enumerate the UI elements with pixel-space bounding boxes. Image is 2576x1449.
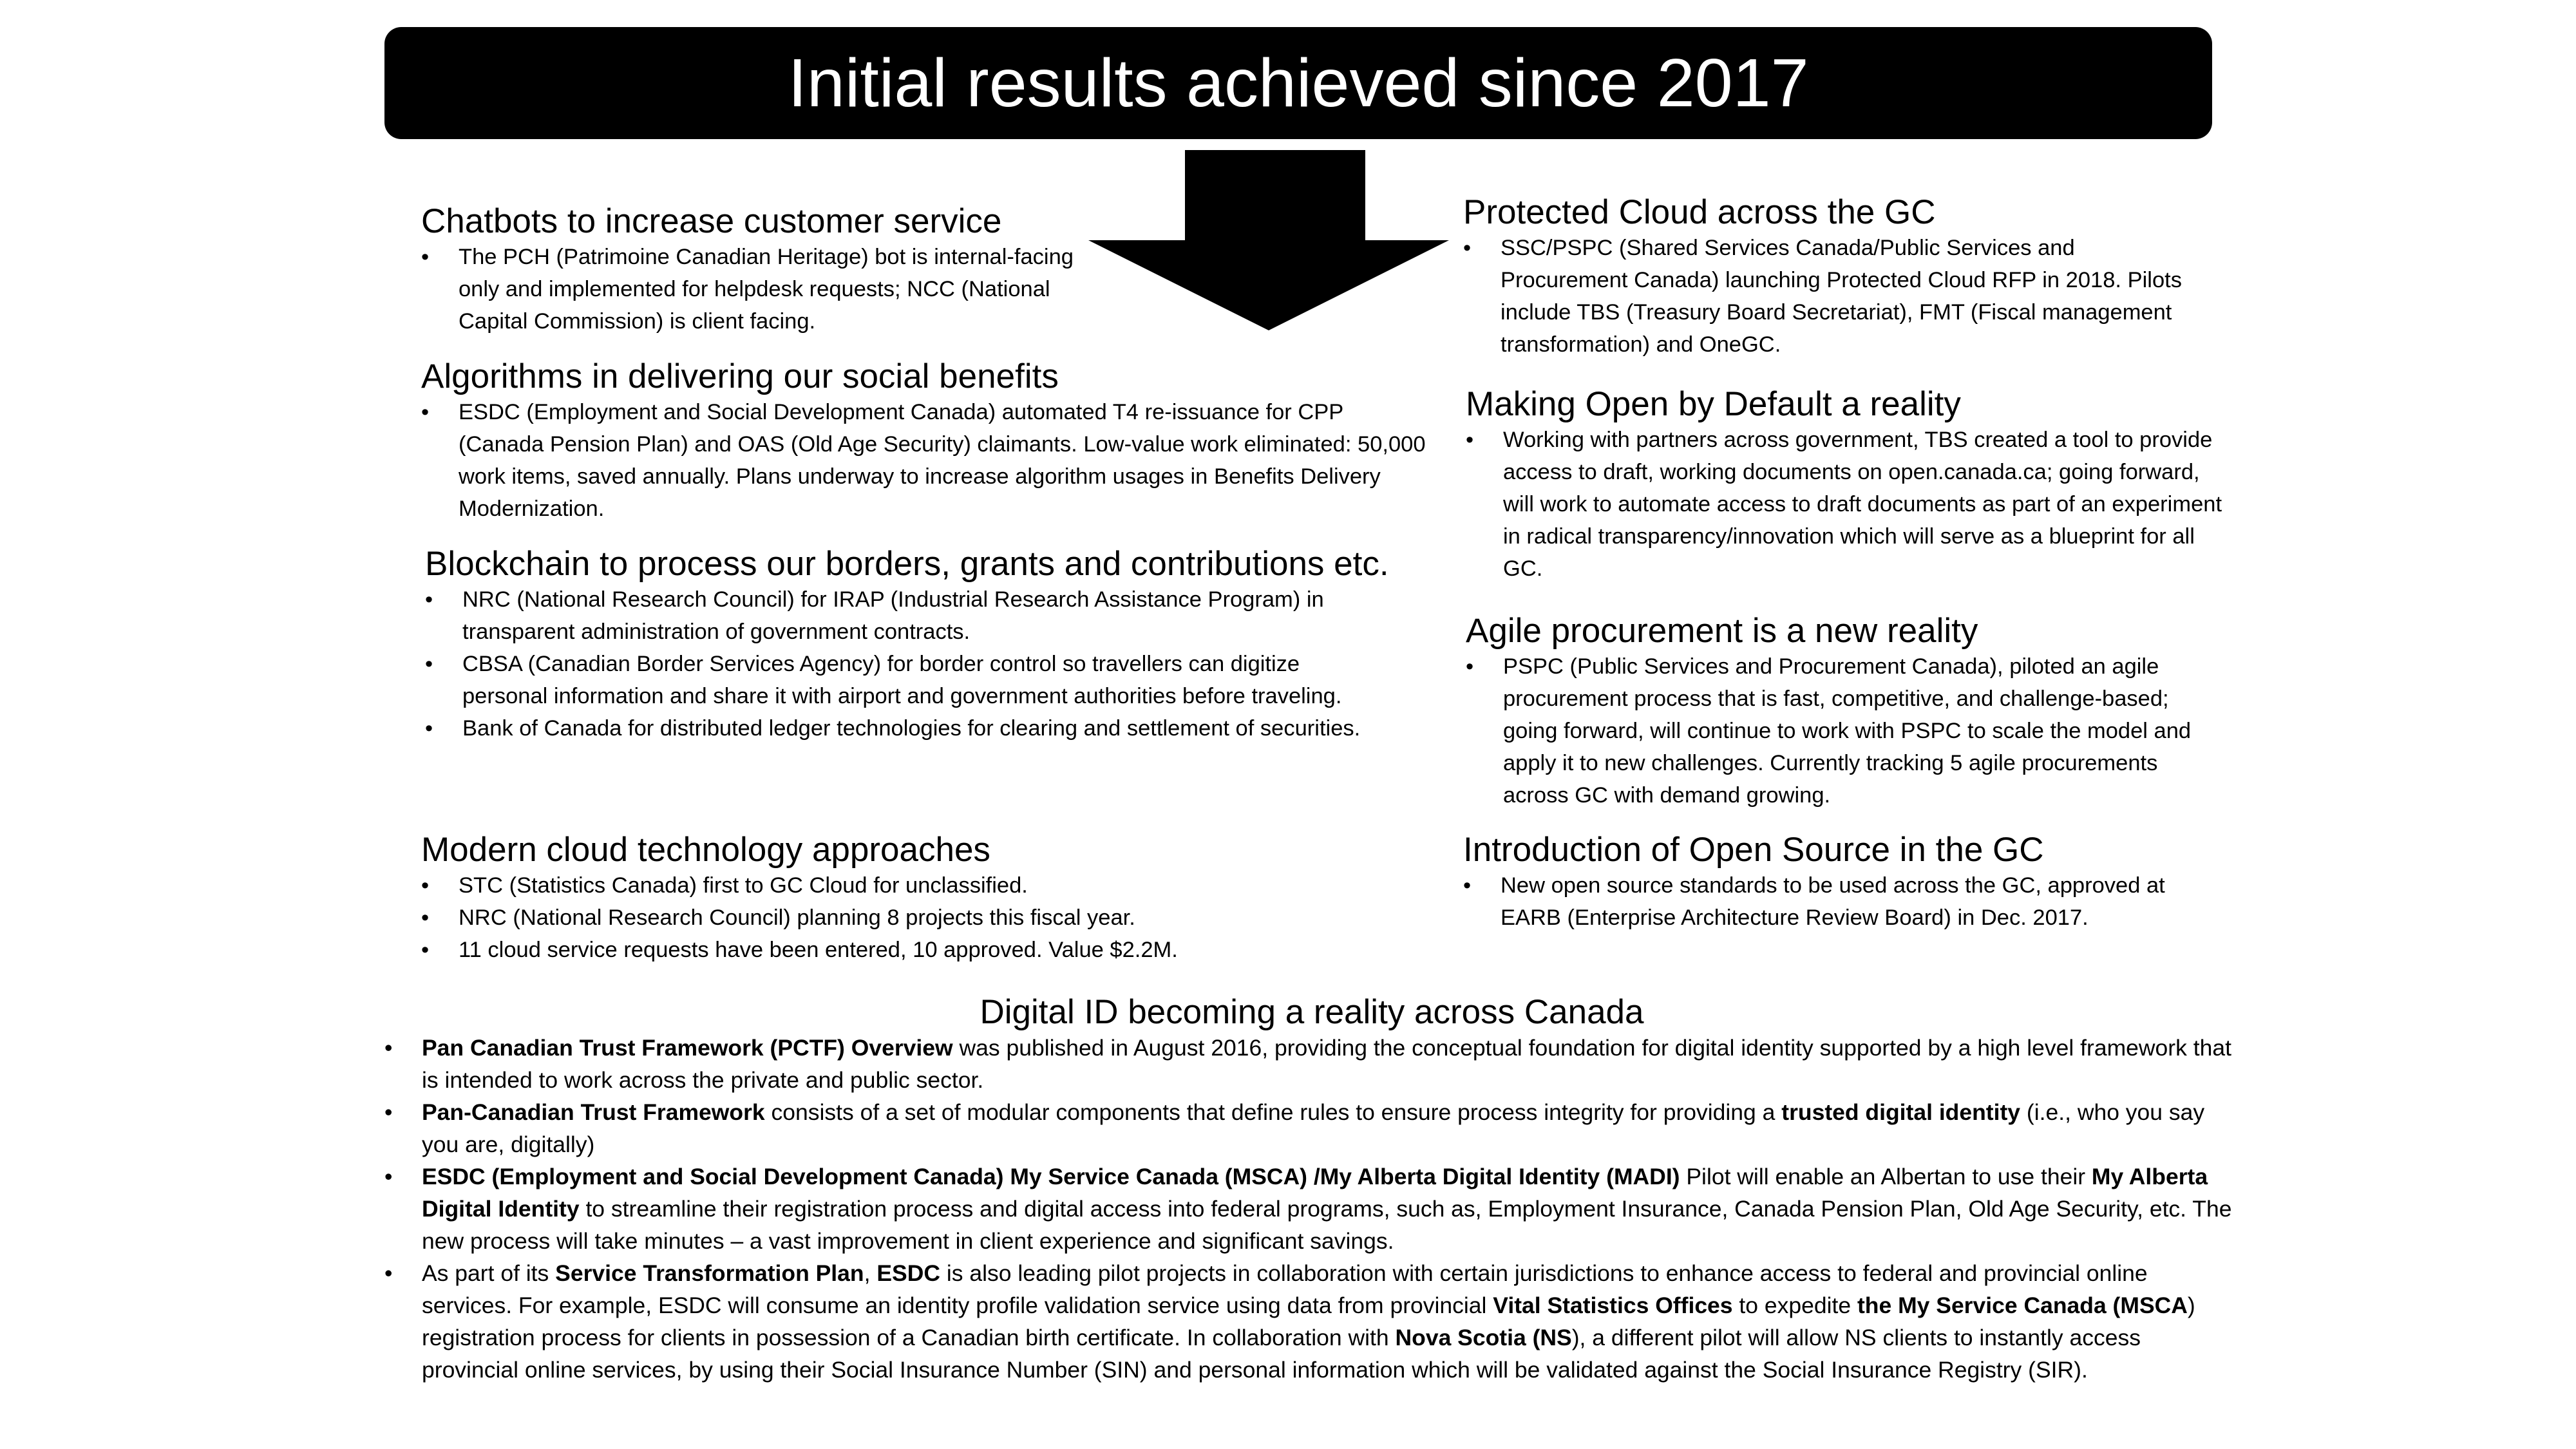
section-heading: Modern cloud technology approaches xyxy=(421,831,990,869)
bullet-item: • PSPC (Public Services and Procurement Canada), piloted an agile procurement process that is fast, competitive, and challenge-based; going forward, will continue to work with PSPC to scale the model and apply it to new challenges. Currently tracking 5 agile procurements across GC with demand growing. xyxy=(1466,650,2226,811)
bullet-item: • As part of its Service Transformation Plan, ESDC is also leading pilot projects in collaboration with certain jurisdictions to enhance access to federal and provincial online services. For example, ESDC will consume an identity profile validation service using data from provincial Vital Statistics Offices to expedite the My Service Canada (MSCA) registration process for clients in possession of a Canadian birth certificate. In collaboration with Nova Scotia (NS), a different pilot will allow NS clients to instantly access provincial online services, by using their Social Insurance Number (SIN) and personal information which will be validated against the Social Insurance Registry (SIR). xyxy=(384,1257,2239,1386)
section-digital-id xyxy=(384,993,2239,1386)
bullet-item: • New open source standards to be used across the GC, approved at EARB (Enterprise Architecture Review Board) in Dec. 2017. xyxy=(1463,869,2172,934)
bullet-item: • ESDC (Employment and Social Development Canada) My Service Canada (MSCA) /My Alberta Digital Identity (MADI) Pilot will enable an Albertan to use their My Alberta Digital Identity to streamline their registration process and digital access into federal programs, such as, Employment Insurance, Canada Pension Plan, Old Age Security, etc. The new process will take minutes – a vast improvement in client experience and significant savings. xyxy=(384,1160,2239,1257)
section-heading: Protected Cloud across the GC xyxy=(1463,193,1936,231)
section-heading: Making Open by Default a reality xyxy=(1466,385,1961,423)
section-heading: Algorithms in delivering our social benefits xyxy=(421,357,1059,395)
section-algorithms xyxy=(421,357,1426,525)
section-open-source xyxy=(1463,831,2172,934)
section-open-by-default xyxy=(1466,385,2232,585)
section-heading: Introduction of Open Source in the GC xyxy=(1463,831,2044,869)
page-title: Initial results achieved since 2017 xyxy=(788,45,1809,121)
section-heading: Chatbots to increase customer service xyxy=(421,202,1002,240)
section-blockchain xyxy=(425,545,1391,744)
section-protected-cloud xyxy=(1463,193,2184,361)
bullet-item: • Pan-Canadian Trust Framework consists of a set of modular components that define rules to ensure process integrity for providing a trusted digital identity (i.e., who you say you are, digitally) xyxy=(384,1096,2239,1160)
bullet-item: • Pan Canadian Trust Framework (PCTF) Overview was published in August 2016, providing the conceptual foundation for digital identity supported by a high level framework that is intended to work across the private and public sector. xyxy=(384,1032,2239,1096)
bullet-item: • Bank of Canada for distributed ledger technologies for clearing and settlement of securities. xyxy=(425,712,1391,744)
bullet-item: • The PCH (Patrimoine Canadian Heritage) bot is internal-facing only and implemented for helpdesk requests; NCC (National Capital Commission) is client facing. xyxy=(421,241,1104,337)
section-heading: Agile procurement is a new reality xyxy=(1466,612,1978,650)
section-cloud xyxy=(421,831,1426,966)
section-chatbots xyxy=(421,202,1104,337)
down-arrow-icon xyxy=(1088,150,1449,330)
bullet-item: • Working with partners across government, TBS created a tool to provide access to draft, working documents on open.canada.ca; going forward, will work to automate access to draft documents as part of an experiment in radical transparency/innovation which will serve as a blueprint for all GC. xyxy=(1466,424,2232,585)
title-banner xyxy=(384,27,2212,139)
section-heading: Blockchain to process our borders, grants and contributions etc. xyxy=(425,545,1389,583)
section-heading: Digital ID becoming a reality across Canada xyxy=(980,993,1644,1031)
bullet-item: • STC (Statistics Canada) first to GC Cloud for unclassified. xyxy=(421,869,1426,902)
bullet-item: • 11 cloud service requests have been entered, 10 approved. Value $2.2M. xyxy=(421,934,1426,966)
bullet-item: • SSC/PSPC (Shared Services Canada/Public Services and Procurement Canada) launching Protected Cloud RFP in 2018. Pilots include TBS (Treasury Board Secretariat), FMT (Fiscal management transformation) and OneGC. xyxy=(1463,232,2184,361)
bullet-item: • NRC (National Research Council) for IRAP (Industrial Research Assistance Program) in transparent administration of government contracts. xyxy=(425,583,1391,648)
bullet-item: • NRC (National Research Council) planning 8 projects this fiscal year. xyxy=(421,902,1426,934)
bullet-item: • ESDC (Employment and Social Development Canada) automated T4 re-issuance for CPP (Canada Pension Plan) and OAS (Old Age Security) claimants. Low-value work eliminated: 50,000 work items, saved annually. Plans underway to increase algorithm usages in Benefits Delivery Modernization. xyxy=(421,396,1426,525)
bullet-item: • CBSA (Canadian Border Services Agency) for border control so travellers can digitize personal information and share it with airport and government authorities before traveling. xyxy=(425,648,1391,712)
section-agile xyxy=(1466,612,2226,811)
